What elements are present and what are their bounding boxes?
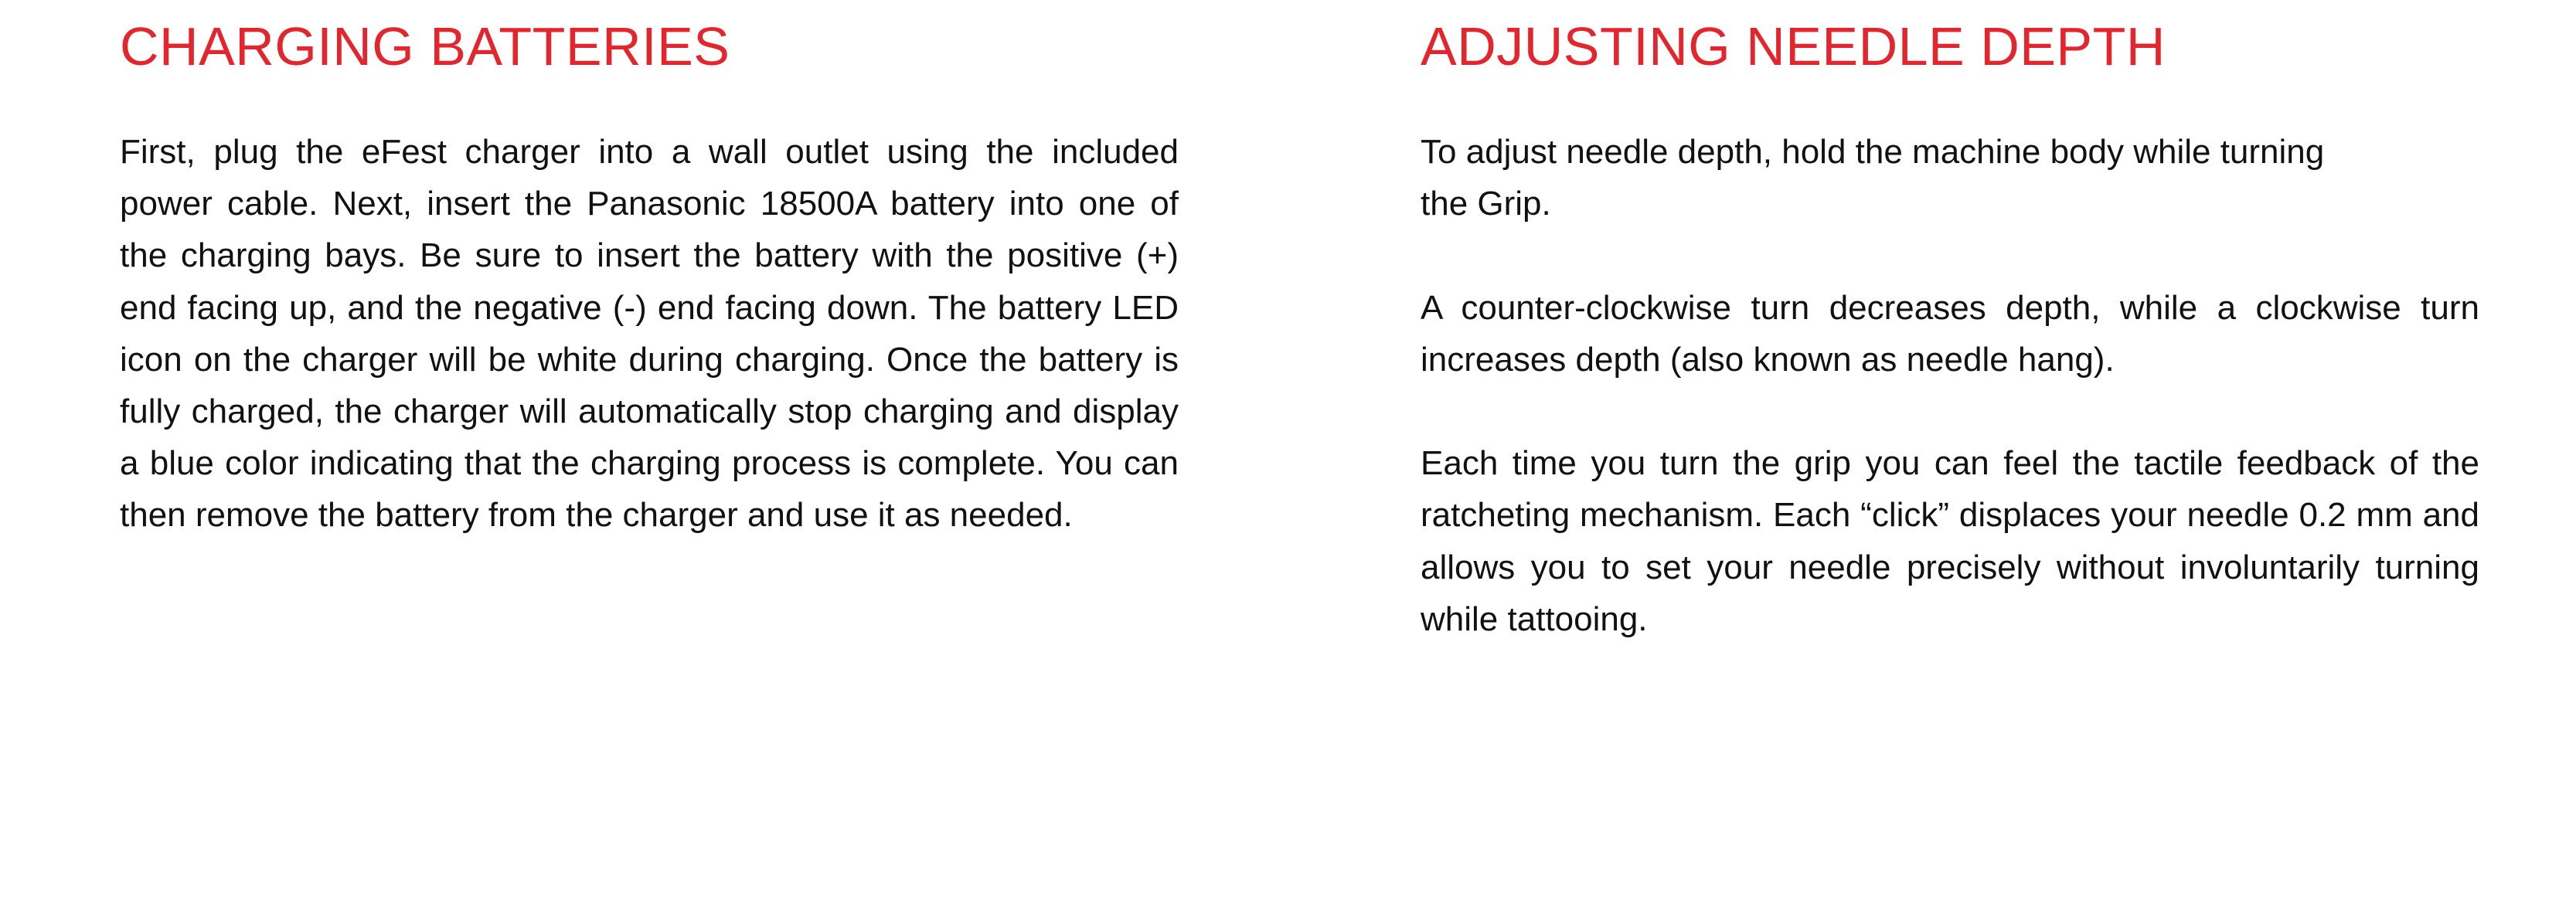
needle-depth-direction-paragraph: A counter-clockwise turn decreases depth, while a clockwise turn increases depth (also known as needle hang). (1421, 288, 2479, 379)
needle-depth-intro-paragraph: To adjust needle depth, hold the machine body while turning the Grip. (1421, 133, 2325, 223)
charging-batteries-body (120, 126, 1179, 542)
needle-depth-body (1421, 126, 2479, 645)
needle-depth-ratchet-paragraph: Each time you turn the grip you can feel the tactile feedback of the ratcheting mechanism. Each “click” displaces your needle 0.2 mm and allows you to set your needle precisely without involuntarily turning while tattooing. (1421, 444, 2479, 638)
needle-depth-heading: ADJUSTING NEEDLE DEPTH (1421, 16, 2166, 76)
charging-instructions-paragraph: First, plug the eFest charger into a wall outlet using the included power cable. Next, insert the Panasonic 18500A battery into one of the charging bays. Be sure to insert the battery with the positive (+) end facing up, and the negative (-) end facing down. The battery LED icon on the charger will be white during charging. Once the battery is fully charged, the charger will automatically stop charging and display a blue color indicating that the charging process is complete. You can then remove the battery from the charger and use it as needed. (120, 133, 1179, 535)
charging-batteries-heading: CHARGING BATTERIES (120, 16, 730, 76)
